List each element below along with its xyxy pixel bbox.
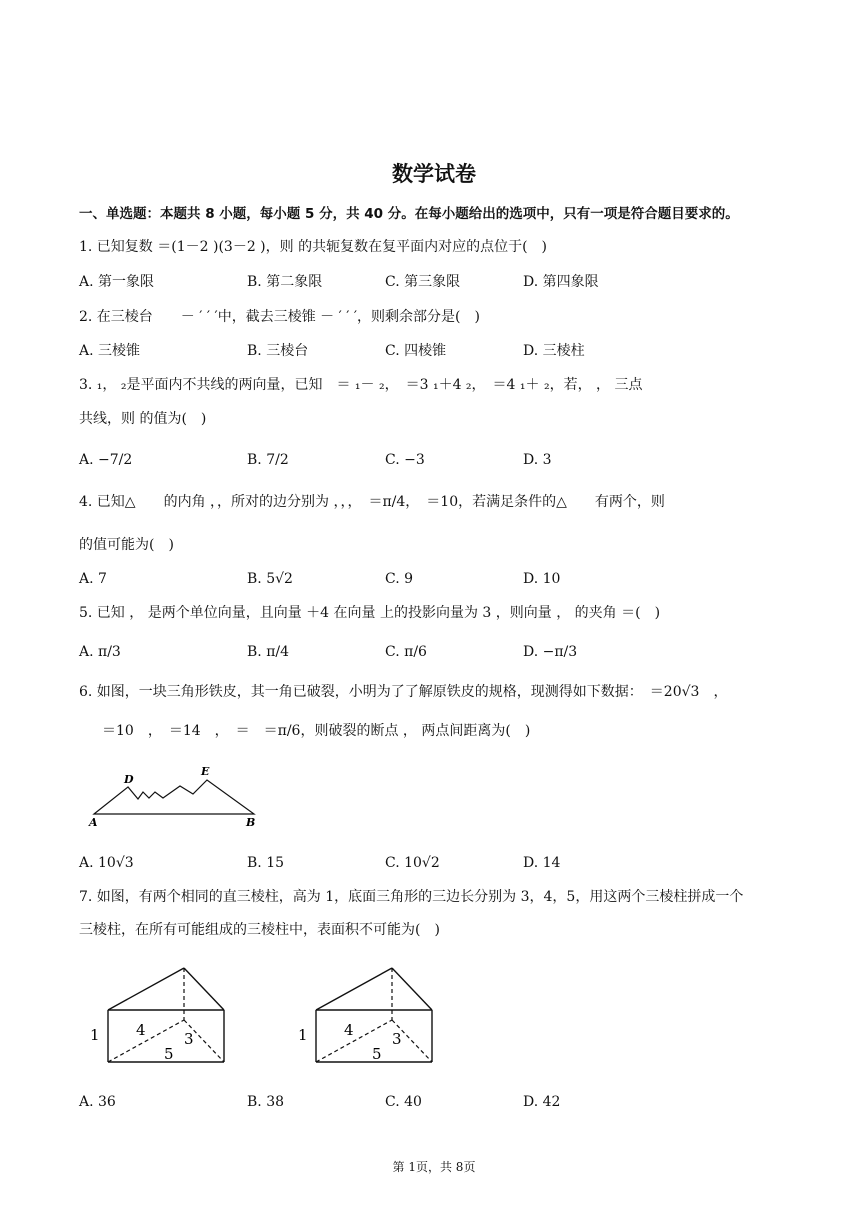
q1-option-b: B. 第二象限	[247, 274, 323, 290]
figure-label-b: B	[246, 816, 256, 829]
q6-option-b: B. 15	[247, 855, 285, 871]
q2-option-b: B. 三棱台	[247, 343, 309, 359]
prism-label-3: 3	[392, 1030, 402, 1048]
question-3-stem-line1: 3. ₁， ₂是平面内不共线的两向量，已知 ＝ ₁－ ₂， ＝3 ₁＋4 ₂， ＝4 ₁＋ ₂，若， ， 三点	[79, 377, 643, 393]
page-title: 数学试卷	[392, 162, 476, 186]
question-3-stem-line2: 共线，则 的值为( )	[79, 411, 207, 427]
q2-option-d: D. 三棱柱	[523, 343, 585, 359]
q4-option-c: C. 9	[385, 571, 414, 587]
q7-option-a: A. 36	[79, 1094, 116, 1110]
figure-label-e: E	[201, 765, 210, 778]
prism-label-4: 4	[344, 1021, 354, 1039]
page-footer: 第 1页，共 8页	[392, 1160, 476, 1174]
figure-label-a: A	[89, 816, 98, 829]
q4-option-b: B. 5√2	[247, 571, 293, 587]
q7-option-d: D. 42	[523, 1094, 561, 1110]
prism-label-5: 5	[372, 1045, 382, 1063]
section-heading: 一、单选题：本题共 8 小题，每小题 5 分，共 40 分。在每小题给出的选项中，只有一项是符合题目要求的。	[79, 206, 739, 222]
prism-figure-right	[294, 962, 439, 1067]
q2-option-a: A. 三棱锥	[79, 343, 141, 359]
question-2-stem: 2. 在三棱台 － ′ ′ ′中，截去三棱锥 － ′ ′ ′，则剩余部分是( )	[79, 309, 480, 325]
question-4-stem-line2: 的值可能为( )	[79, 537, 174, 553]
q6-option-c: C. 10√2	[385, 855, 440, 871]
q4-option-a: A. 7	[79, 571, 107, 587]
q3-option-b: B. 7/2	[247, 452, 289, 468]
prism-label-5: 5	[164, 1045, 174, 1063]
q5-option-b: B. π/4	[247, 644, 290, 660]
prism-label-height: 1	[90, 1026, 100, 1044]
q3-option-a: A. −7/2	[79, 452, 133, 468]
figure-label-d: D	[124, 773, 134, 786]
question-4-stem-line1: 4. 已知△ 的内角 ，，所对的边分别为 ，，， ＝π/4， ＝10，若满足条件的△ 有两个，则	[79, 494, 665, 510]
question-1-stem: 1. 已知复数 ＝(1－2 )(3－2 )，则 的共轭复数在复平面内对应的点位于( )	[79, 239, 548, 255]
q4-option-d: D. 10	[523, 571, 561, 587]
question-7-stem-line1: 7. 如图，有两个相同的直三棱柱，高为 1，底面三角形的三边长分别为 3，4，5，用这两个三棱柱拼成一个	[79, 889, 744, 905]
question-7-stem-line2: 三棱柱，在所有可能组成的三棱柱中，表面积不可能为( )	[79, 922, 440, 938]
q5-option-c: C. π/6	[385, 644, 427, 660]
broken-triangle-outline	[94, 780, 254, 814]
q6-option-a: A. 10√3	[79, 855, 134, 871]
q2-option-c: C. 四棱锥	[385, 343, 447, 359]
q7-option-b: B. 38	[247, 1094, 285, 1110]
q5-option-a: A. π/3	[79, 644, 121, 660]
question-6-stem-line1: 6. 如图，一块三角形铁皮，其一角已破裂，小明为了了解原铁皮的规格，现测得如下数据： ＝20√3 ，	[79, 684, 728, 700]
question-5-stem: 5. 已知 ， 是两个单位向量，且向量 ＋4 在向量 上的投影向量为 3 ，则向量 ， 的夹角 ＝( )	[79, 605, 661, 621]
prism-figure-left	[86, 962, 231, 1067]
q7-option-c: C. 40	[385, 1094, 422, 1110]
q1-option-a: A. 第一象限	[79, 274, 155, 290]
question-6-stem-line2: ＝10 ， ＝14 ， ＝ ＝π/6，则破裂的断点 ， 两点间距离为( )	[102, 723, 531, 739]
broken-triangle-figure	[85, 762, 265, 834]
prism-label-height: 1	[298, 1026, 308, 1044]
q6-option-d: D. 14	[523, 855, 561, 871]
q1-option-d: D. 第四象限	[523, 274, 599, 290]
q5-option-d: D. −π/3	[523, 644, 578, 660]
q3-option-c: C. −3	[385, 452, 425, 468]
prism-label-3: 3	[184, 1030, 194, 1048]
q1-option-c: C. 第三象限	[385, 274, 461, 290]
q3-option-d: D. 3	[523, 452, 552, 468]
prism-label-4: 4	[136, 1021, 146, 1039]
